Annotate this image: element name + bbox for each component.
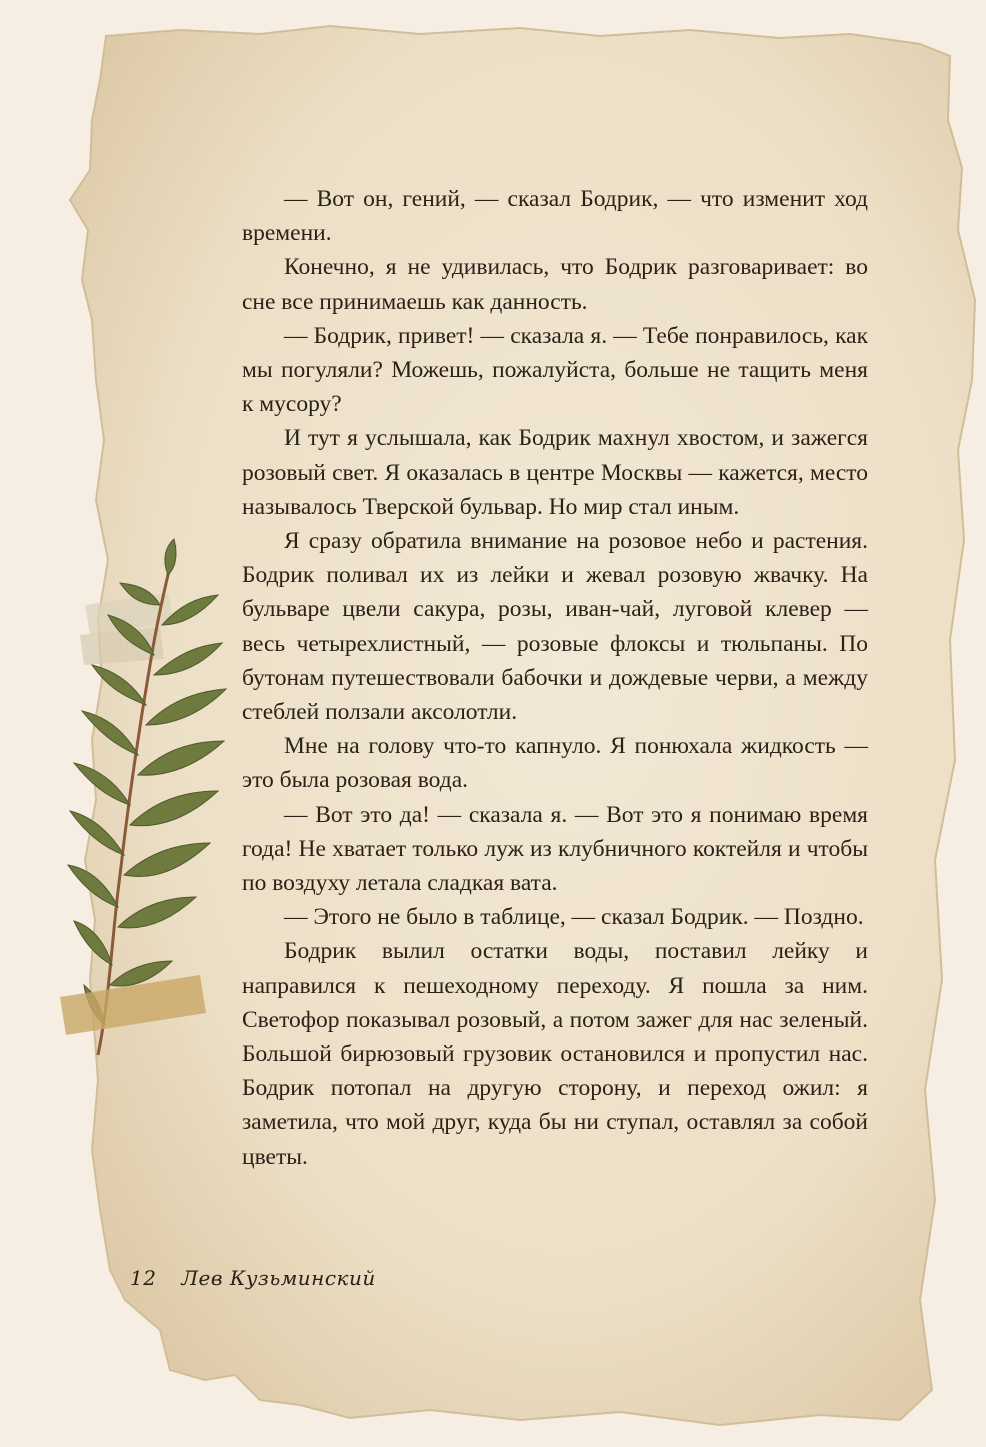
paragraph: Бодрик вылил остатки воды, поставил лейку и направился к пешеходному переходу. Я пошла за ним. Светофор показывал розовый, а потом зажег для нас зеленый. Большой бирюзовый грузовик остановился и пропустил нас. Бодрик потопал на другую сторону, и переход ожил: я заметила, что мой друг, куда бы ни ступал, оставлял за собой цветы. bbox=[242, 938, 868, 1170]
paragraph: И тут я услышала, как Бодрик махнул хвостом, и зажегся розовый свет. Я оказалась в центре Москвы — кажется, место называлось Тверской бульвар. Но мир стал иным. bbox=[242, 425, 868, 520]
page-footer bbox=[130, 1266, 376, 1290]
paragraph: — Вот это да! — сказала я. — Вот это я понимаю время года! Не хватает только луж из клубничного коктейля и чтобы по воздуху летала сладкая вата. bbox=[242, 801, 868, 897]
paragraph: — Вот он, гений, — сказал Бодрик, — что изменит ход времени. bbox=[242, 186, 868, 247]
author-name: Лев Кузьминский bbox=[181, 1266, 376, 1290]
paragraph: — Бодрик, привет! — сказала я. — Тебе понравилось, как мы погуляли? Можешь, пожалуйста, больше не тащить меня к мусору? bbox=[242, 322, 868, 418]
paragraph: Конечно, я не удивилась, что Бодрик разговаривает: во сне все принимаешь как данность. bbox=[242, 254, 868, 315]
page-number: 12 bbox=[130, 1266, 157, 1290]
paragraph: Мне на голову что-то капнуло. Я понюхала жидкость — это была розовая вода. bbox=[242, 733, 868, 794]
pressed-olive-branch-icon bbox=[50, 535, 240, 1070]
story-text bbox=[242, 182, 868, 1174]
paragraph: — Этого не было в таблице, — сказал Бодрик. — Поздно. bbox=[284, 904, 864, 931]
paragraph: Я сразу обратила внимание на розовое небо и растения. Бодрик поливал их из лейки и жевал розовую жвачку. На бульваре цвели сакура, розы, иван-чай, луговой клевер — весь четырехлистный, — розовые флоксы и тюльпаны. По бутонам путешествовали бабочки и дождевые черви, а между стеблей ползали аксолотли. bbox=[242, 528, 868, 726]
